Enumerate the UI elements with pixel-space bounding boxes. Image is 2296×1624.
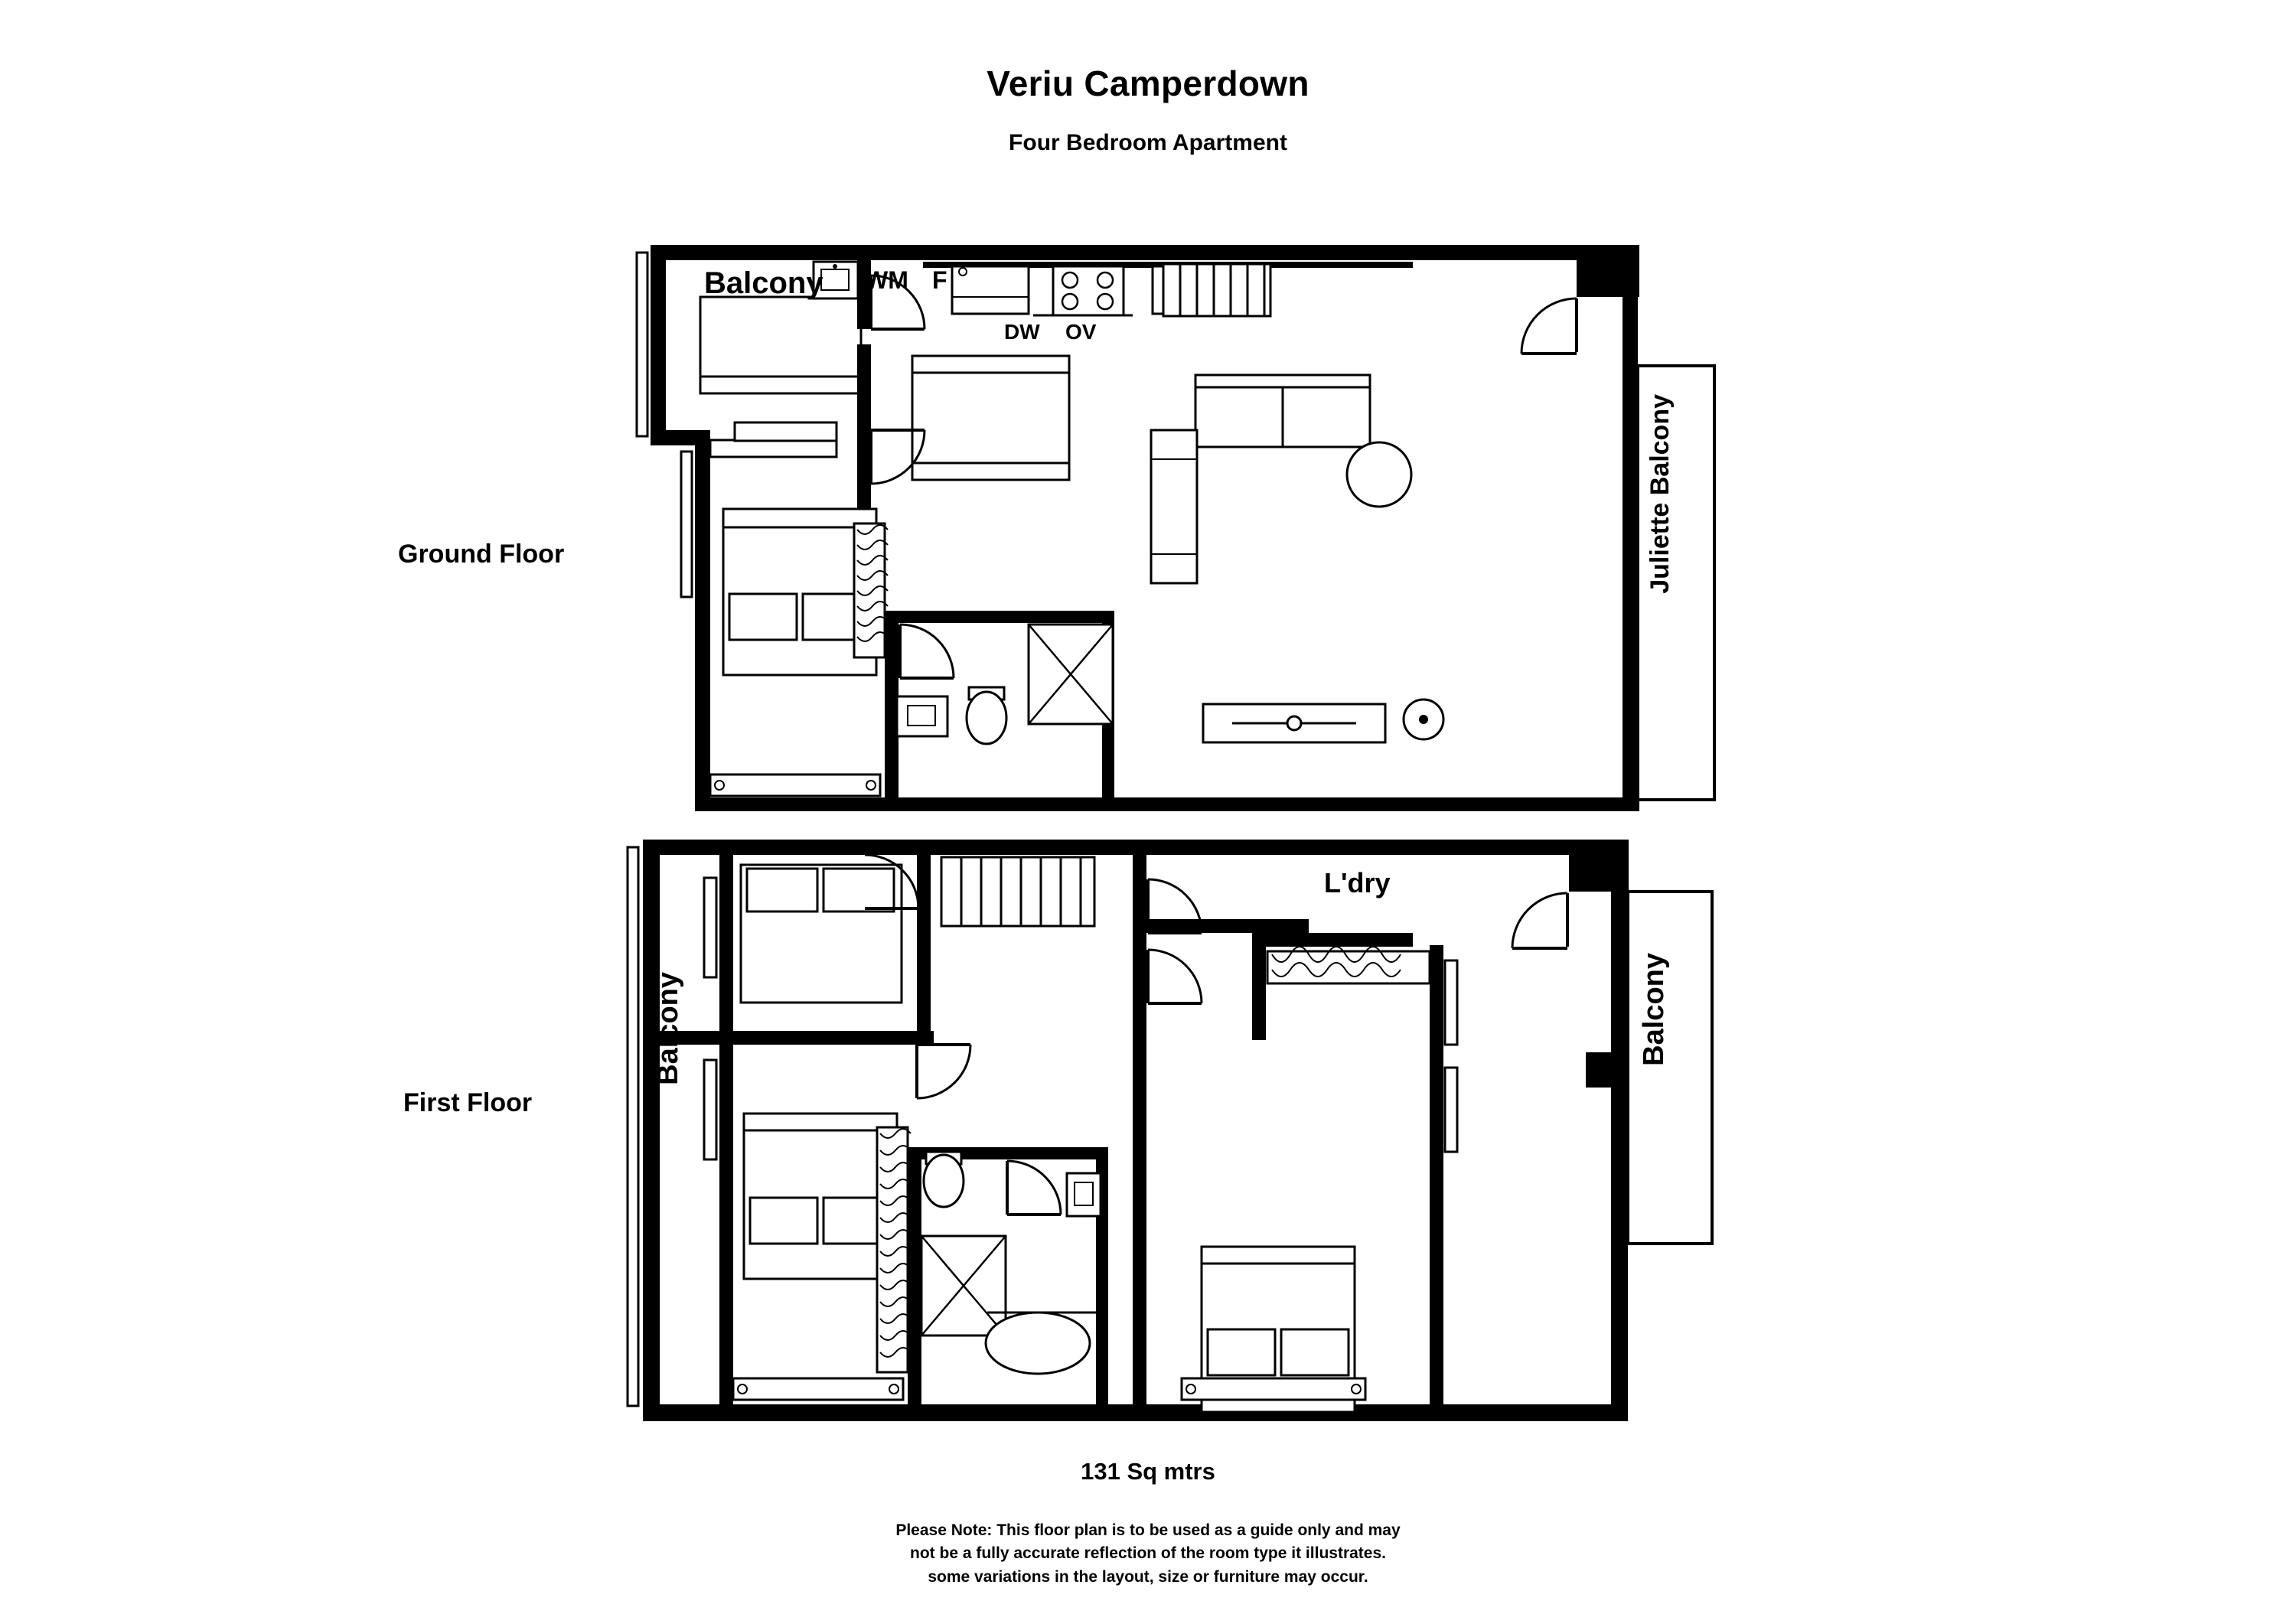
disclaimer <box>0 1519 2296 1589</box>
page-title: Veriu Camperdown <box>987 64 1309 103</box>
oven-label: OV <box>1065 320 1097 344</box>
first-balcony-left-label: Balcony <box>652 972 684 1085</box>
fridge-label: F <box>932 266 947 294</box>
area-label: 131 Sq mtrs <box>1081 1458 1215 1485</box>
laundry-label: L'dry <box>1324 867 1391 898</box>
disclaimer-line-1: Please Note: This floor plan is to be used as a guide only and may <box>895 1521 1401 1539</box>
first-balcony-right-label: Balcony <box>1638 953 1670 1066</box>
juliette-balcony-label: Juliette Balcony <box>1645 394 1675 594</box>
ground-balcony-label: Balcony <box>704 266 823 300</box>
ground-floor-floorplan <box>628 230 1852 815</box>
first-floor-floorplan <box>612 823 1852 1439</box>
washing-machine-label: WM <box>865 266 908 294</box>
ground-floor-label: Ground Floor <box>398 540 565 569</box>
disclaimer-line-2: not be a fully accurate reflection of the room type it illustrates. <box>910 1544 1386 1563</box>
first-floor-label: First Floor <box>403 1088 533 1117</box>
disclaimer-line-3: some variations in the layout, size or furniture may occur. <box>928 1567 1368 1586</box>
dishwasher-label: DW <box>1004 320 1040 344</box>
page-subtitle: Four Bedroom Apartment <box>1009 130 1287 155</box>
